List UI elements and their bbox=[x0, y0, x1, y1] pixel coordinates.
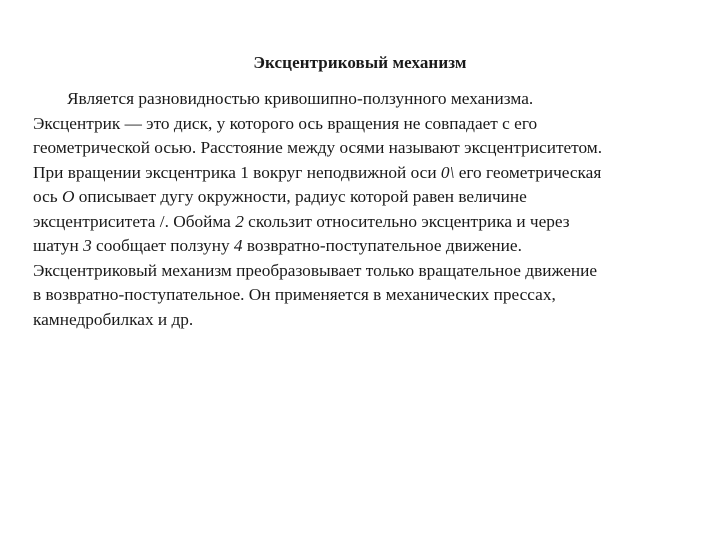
document-title: Эксцентриковый механизм bbox=[253, 53, 467, 72]
document-body bbox=[33, 87, 713, 332]
line-text: камнедробилках и др. bbox=[33, 309, 194, 329]
line-text: возвратно-поступательное движение. bbox=[242, 236, 522, 255]
line-text: эксцентриситета /. Обойма bbox=[33, 211, 236, 231]
paragraph-line-9 bbox=[33, 283, 713, 308]
paragraph-line-8 bbox=[33, 259, 713, 284]
line-text: При вращении эксцентрика 1 вокруг неподвижной оси bbox=[33, 162, 441, 182]
line-text: Эксцентриковый механизм преобразовывает только вращательное движение bbox=[33, 260, 598, 280]
paragraph-line-6 bbox=[33, 210, 713, 235]
paragraph-line-1 bbox=[33, 87, 713, 112]
line-text: геометрической осью. Расстояние между осями называют эксцентриситетом. bbox=[33, 138, 603, 157]
part-number-italic: 3 bbox=[83, 236, 92, 255]
paragraph-line-3 bbox=[33, 136, 713, 161]
line-text: сообщает ползуну bbox=[91, 236, 234, 255]
line-text: его геометрическая bbox=[454, 162, 602, 182]
part-number-italic: 2 bbox=[235, 211, 244, 231]
line-text: Эксцентрик — это диск, у которого ось вращения не совпадает с его bbox=[33, 113, 538, 133]
line-text: Является разновидностью кривошипно-ползунного механизма. bbox=[67, 89, 534, 108]
part-number-italic: 4 bbox=[233, 236, 243, 255]
line-text: шатун bbox=[33, 236, 84, 255]
axis-label-italic: 0\ bbox=[440, 162, 455, 182]
paragraph-line-2 bbox=[33, 112, 713, 137]
line-text: ось bbox=[33, 187, 62, 206]
paragraph-line-7 bbox=[33, 234, 713, 259]
line-text: скользит относительно эксцентрика и через bbox=[243, 211, 570, 231]
paragraph-line-10 bbox=[33, 308, 713, 333]
line-text: в возвратно-поступательное. Он применяется в механических прессах, bbox=[33, 285, 556, 304]
paragraph-line-5 bbox=[33, 185, 713, 210]
line-text: описывает дугу окружности, радиус которой равен величине bbox=[74, 187, 527, 206]
paragraph-line-4 bbox=[33, 161, 713, 186]
axis-label-italic: O bbox=[61, 187, 75, 206]
